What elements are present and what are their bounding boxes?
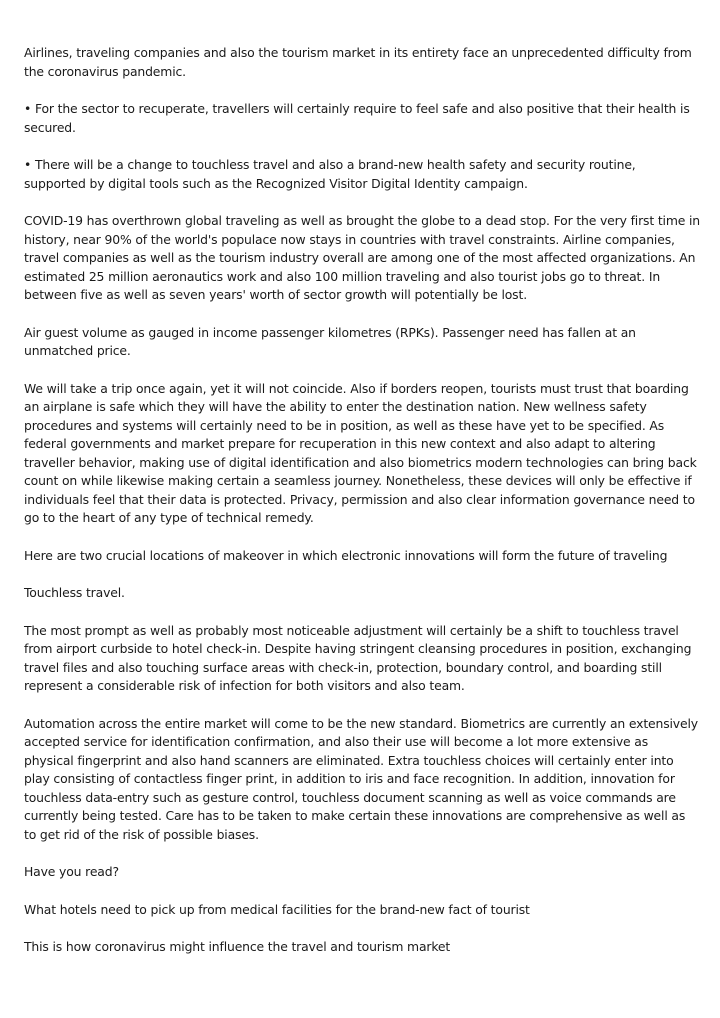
paragraph-two-areas: Here are two crucial locations of makeover in which electronic innovations will form the future of traveling (24, 547, 668, 563)
related-hotels: What hotels need to pick up from medical facilities for the brand-new fact of tourist (24, 901, 530, 917)
section-heading-touchless: Touchless travel. (24, 585, 125, 600)
paragraph-intro: Airlines, traveling companies and also the tourism market in its entirety face an unprecedented difficulty from the coronavirus pandemic. (24, 45, 692, 79)
paragraph-travel-again: We will take a trip once again, yet it will not coincide. Also if borders reopen, tourists must trust that boarding an airplane is safe which they will have the ability to enter the destination nation. New wellness safety procedures and systems will certainly need to be in position, as well as these have yet to be specified. As federal governments and market prepare for recuperation in this new context and also adapt to altering traveller behavior, making use of digital identification and also biometrics modern technologies can bring back count on while likewise making certain a seamless journey. Nonetheless, these devices will only be effective if individuals feel that their data is protected. Privacy, permission and also clear information governance need to go to the heart of any type of technical remedy. (24, 380, 697, 525)
paragraph-automation: Automation across the entire market will come to be the new standard. Biometrics are currently an extensively accepted service for identification confirmation, and also their use will become a lot more extensive as physical fingerprint and also hand scanners are eliminated. Extra touchless choices will certainly enter into play consisting of contactless finger print, in addition to iris and face recognition. In addition, innovation for touchless data-entry such as gesture control, touchless document scanning as well as voice commands are currently being tested. Care has to be taken to make certain these innovations are comprehensive as well as to get rid of the risk of possible biases. (24, 715, 698, 842)
paragraph-covid-impact: COVID-19 has overthrown global traveling as well as brought the globe to a dead stop. For the very first time in history, near 90% of the world's populace now stays in countries with travel constraints. Airline companies, travel companies as well as the tourism industry overall are among one of the most affected organizations. An estimated 25 million aeronautics work and also 100 million traveling and also tourist jobs go to threat. In between five as well as seven years' worth of sector growth will potentially be lost. (24, 213, 700, 302)
related-coronavirus: This is how coronavirus might influence the travel and tourism market (24, 939, 451, 954)
bullet-recuperate: • For the sector to recuperate, travellers will certainly require to feel safe and also positive that their health is secured. (24, 101, 690, 135)
article-body (24, 44, 700, 976)
have-you-read: Have you read? (24, 864, 119, 879)
paragraph-rpk: Air guest volume as gauged in income passenger kilometres (RPKs). Passenger need has fallen at an unmatched price. (24, 324, 636, 358)
paragraph-touchless-shift: The most prompt as well as probably most noticeable adjustment will certainly be a shift to touchless travel from airport curbside to hotel check-in. Despite having stringent cleansing procedures in position, exchanging travel files and also touching surface areas with check-in, protection, boundary control, and boarding still represent a considerable risk of infection for both visitors and also team. (24, 622, 692, 693)
bullet-touchless-change: • There will be a change to touchless travel and also a brand-new health safety and security routine, supported by digital tools such as the Recognized Visitor Digital Identity campaign. (24, 157, 636, 191)
